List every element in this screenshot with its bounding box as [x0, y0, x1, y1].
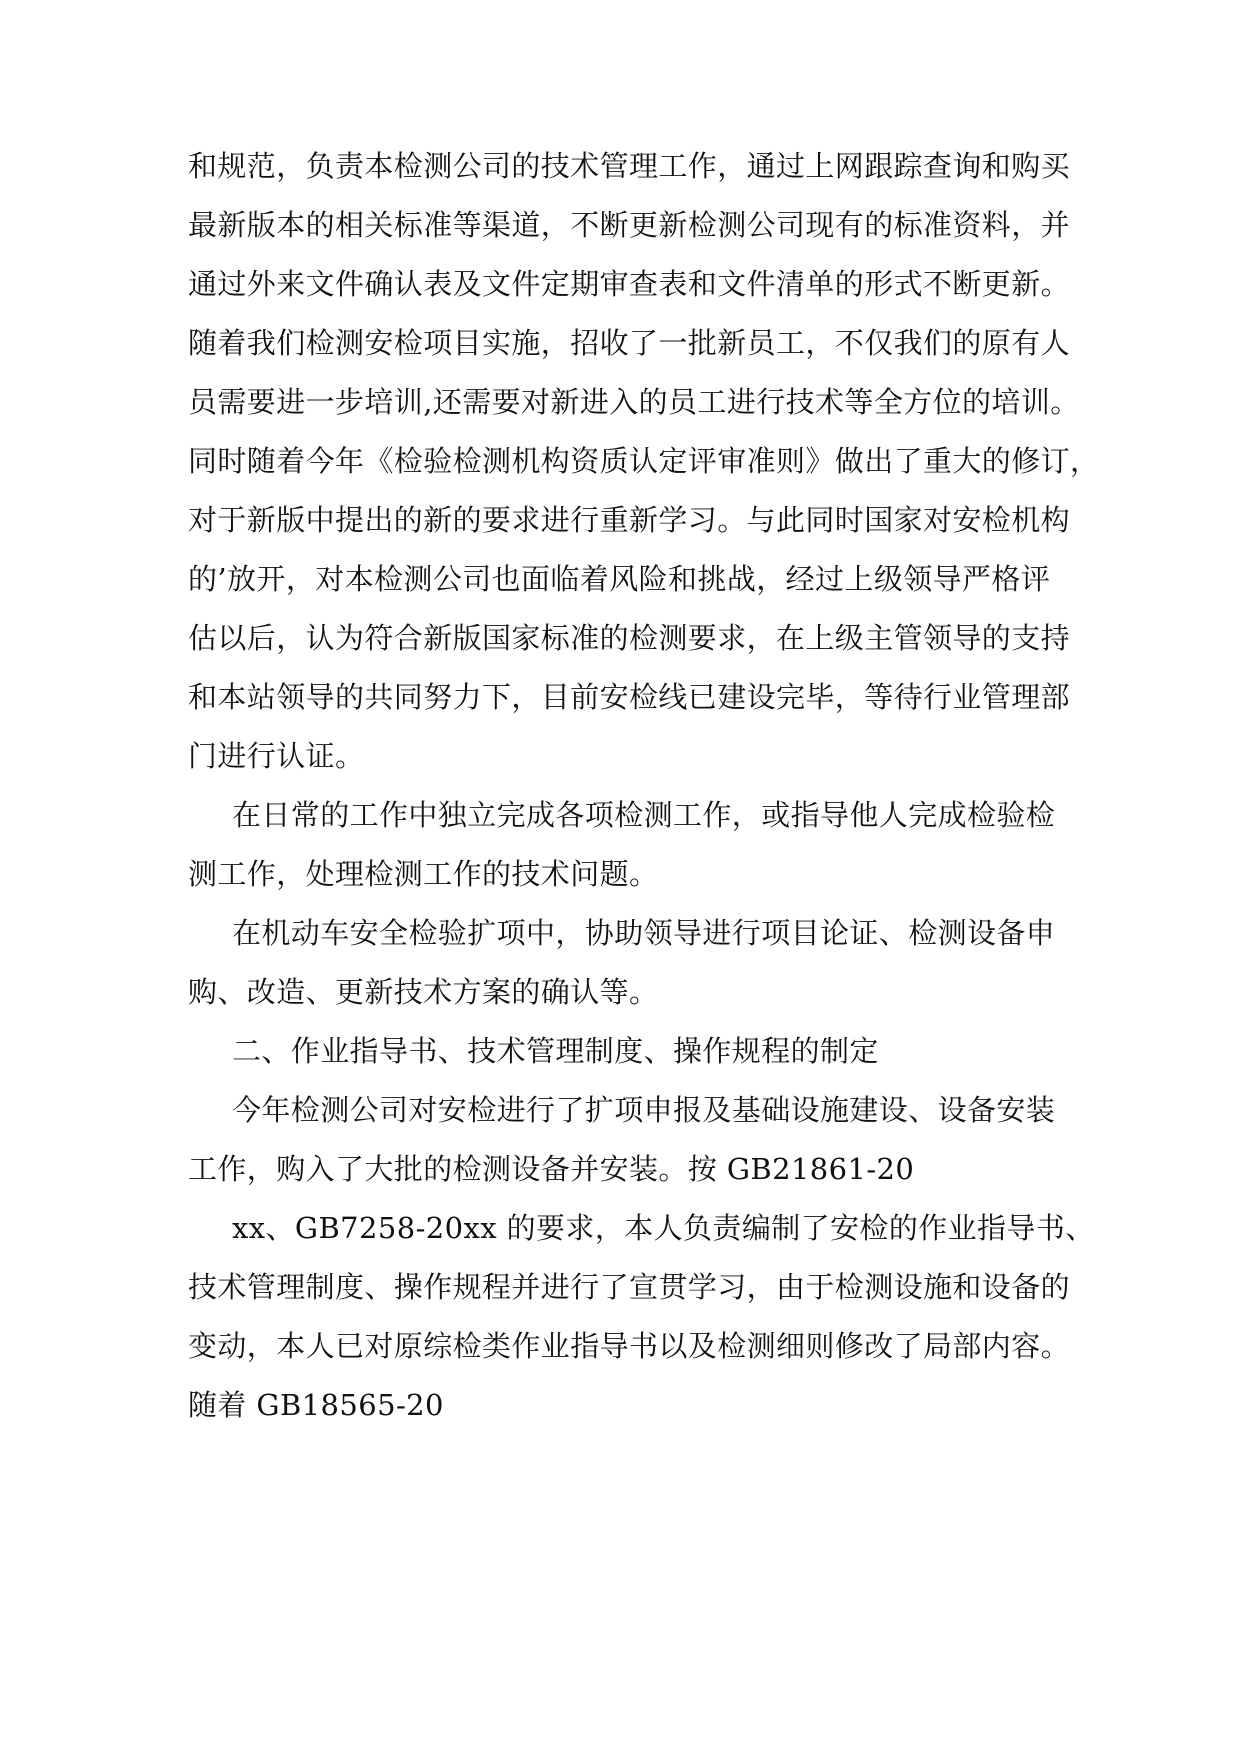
text-line: 员需要进一步培训,还需要对新进入的员工进行技术等全方位的培训。 — [188, 385, 1080, 419]
paragraph-first-line: 在机动车安全检验扩项中，协助领导进行项目论证、检测设备申 — [232, 916, 1056, 950]
paragraph-first-line: 今年检测公司对安检进行了扩项申报及基础设施建设、设备安装 — [232, 1093, 1056, 1127]
paragraph-first-line: xx、GB7258-20xx 的要求，本人负责编制了安检的作业指导书、 — [232, 1211, 1095, 1245]
text-line: 技术管理制度、操作规程并进行了宣贯学习，由于检测设施和设备的 — [188, 1270, 1071, 1304]
paragraph-first-line: 在日常的工作中独立完成各项检测工作，或指导他人完成检验检 — [232, 798, 1056, 832]
text-line: 的’放开，对本检测公司也面临着风险和挑战，经过上级领导严格评 — [188, 562, 1051, 596]
text-line: 测工作，处理检测工作的技术问题。 — [188, 857, 659, 891]
text-line: 和规范，负责本检测公司的技术管理工作，通过上网跟踪查询和购买 — [188, 149, 1071, 183]
text-line: 门进行认证。 — [188, 739, 365, 773]
text-line: 随着我们检测安检项目实施，招收了一批新员工，不仅我们的原有人 — [188, 326, 1071, 360]
text-line: 对于新版中提出的新的要求进行重新学习。与此同时国家对安检机构 — [188, 503, 1071, 537]
text-line: 随着 GB18565-20 — [188, 1388, 444, 1422]
text-line: 通过外来文件确认表及文件定期审查表和文件清单的形式不断更新。 — [188, 267, 1071, 301]
section-heading: 二、作业指导书、技术管理制度、操作规程的制定 — [232, 1034, 879, 1068]
text-line: 估以后，认为符合新版国家标准的检测要求，在上级主管领导的支持 — [188, 621, 1071, 655]
text-line: 变动，本人已对原综检类作业指导书以及检测细则修改了局部内容。 — [188, 1329, 1071, 1363]
text-line: 同时随着今年《检验检测机构资质认定评审准则》做出了重大的修订， — [188, 444, 1100, 478]
text-line: 工作，购入了大批的检测设备并安装。按 GB21861-20 — [188, 1152, 915, 1186]
text-line: 最新版本的相关标准等渠道，不断更新检测公司现有的标准资料，并 — [188, 208, 1071, 242]
text-line: 购、改造、更新技术方案的确认等。 — [188, 975, 659, 1009]
text-line: 和本站领导的共同努力下，目前安检线已建设完毕，等待行业管理部 — [188, 680, 1071, 714]
